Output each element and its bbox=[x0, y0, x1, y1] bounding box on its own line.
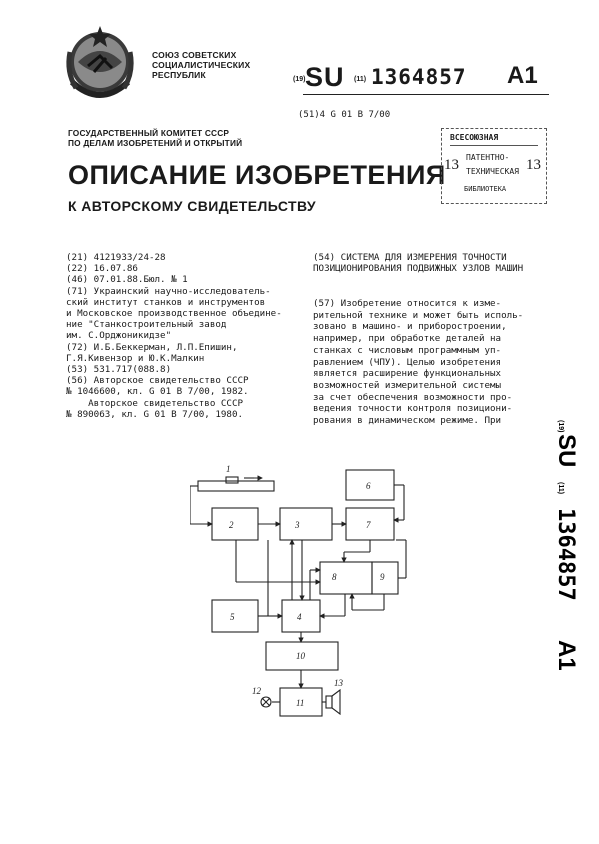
vertical-inid-11: (11) bbox=[557, 482, 564, 495]
stamp-line: ТЕХНИЧЕСКАЯ bbox=[466, 167, 519, 176]
label-10: 10 bbox=[296, 651, 305, 661]
kind-code: A1 bbox=[507, 62, 538, 89]
country-line: РЕСПУБЛИК bbox=[152, 70, 206, 80]
stamp-line: ПАТЕНТНО- bbox=[466, 153, 510, 162]
vertical-inid-19: (19) bbox=[557, 420, 564, 433]
committee-name bbox=[68, 128, 242, 148]
biblio-line: (72) И.Б.Беккерман, Л.П.Епишин, bbox=[66, 341, 238, 353]
abstract-line: например, при обработке деталей на bbox=[313, 333, 502, 345]
country-code: SU bbox=[305, 62, 345, 92]
biblio-line: (71) Украинский научно-исследователь- bbox=[66, 285, 271, 297]
vertical-kind-code: A1 bbox=[553, 640, 580, 671]
block-3 bbox=[280, 508, 332, 540]
stamp-number-left: 13 bbox=[444, 157, 459, 173]
library-stamp bbox=[441, 128, 547, 204]
biblio-line: (21) 4121933/24-28 bbox=[66, 252, 166, 263]
inid-19: (19) bbox=[293, 76, 306, 83]
label-1: 1 bbox=[226, 464, 231, 474]
block-5 bbox=[212, 600, 258, 632]
abstract-line: за счет обеспечения возможности про- bbox=[313, 391, 513, 403]
label-11: 11 bbox=[296, 698, 305, 708]
label-7: 7 bbox=[366, 520, 371, 530]
country-line: СОЮЗ СОВЕТСКИХ bbox=[152, 50, 237, 60]
speaker-icon bbox=[326, 696, 332, 708]
biblio-line: (22) 16.07.86 bbox=[66, 263, 138, 275]
patent-number: 1364857 bbox=[371, 65, 467, 89]
label-2: 2 bbox=[229, 520, 234, 530]
ussr-emblem-icon bbox=[58, 22, 142, 106]
biblio-line: им. С.Орджоникидзе" bbox=[66, 330, 172, 342]
biblio-line: ние "Станкостроительный завод bbox=[66, 319, 227, 331]
stamp-rule bbox=[450, 145, 538, 146]
biblio-line: ский институт станков и инструментов bbox=[66, 296, 266, 308]
ipc-classification: (51)4 G 01 B 7/00 bbox=[298, 110, 391, 120]
abstract-line: рительной технике и может быть исполь- bbox=[313, 309, 524, 321]
label-13: 13 bbox=[334, 678, 343, 688]
biblio-line: (56) Авторское свидетельство СССР bbox=[66, 375, 249, 387]
abstract-line: является расширение функциональных bbox=[313, 368, 502, 380]
abstract-text bbox=[313, 298, 549, 427]
label-3: 3 bbox=[295, 520, 300, 530]
abstract-line: зовано в машино- и приборостроении, bbox=[313, 321, 507, 333]
label-9: 9 bbox=[380, 572, 385, 582]
biblio-line: и Московское производственное объедине- bbox=[66, 308, 282, 320]
header-rule bbox=[303, 94, 549, 95]
biblio-line: (53) 531.717(088.8) bbox=[66, 364, 172, 376]
abstract-line: (57) Изобретение относится к изме- bbox=[313, 298, 502, 309]
biblio-line: Авторское свидетельство СССР bbox=[66, 397, 244, 409]
block-diagram bbox=[190, 460, 410, 720]
abstract-line: станках с числовым программным уп- bbox=[313, 344, 502, 356]
scale-carriage bbox=[226, 477, 238, 483]
block-9 bbox=[372, 562, 398, 594]
abstract-line: возможностей измерительной системы bbox=[313, 379, 502, 391]
label-4: 4 bbox=[297, 612, 302, 622]
block-8 bbox=[320, 562, 372, 594]
bibliographic-data bbox=[66, 252, 301, 420]
country-name bbox=[152, 50, 250, 80]
label-5: 5 bbox=[230, 612, 235, 622]
country-line: СОЦИАЛИСТИЧЕСКИХ bbox=[152, 60, 251, 70]
committee-line: ГОСУДАРСТВЕННЫЙ КОМИТЕТ СССР bbox=[68, 128, 230, 138]
invention-title: (54) СИСТЕМА ДЛЯ ИЗМЕРЕНИЯ ТОЧНОСТИ ПОЗИЦИОНИРОВАНИЯ ПОДВИЖНЫХ УЗЛОВ МАШИН bbox=[313, 252, 524, 275]
label-6: 6 bbox=[366, 481, 371, 491]
label-12: 12 bbox=[252, 686, 261, 696]
biblio-line: № 1046600, кл. G 01 B 7/00, 1982. bbox=[66, 386, 249, 398]
vertical-patent-num: 1364857 bbox=[553, 508, 578, 601]
vertical-country-code: SU bbox=[553, 434, 580, 468]
document-subtitle: К АВТОРСКОМУ СВИДЕТЕЛЬСТВУ bbox=[68, 198, 317, 214]
vertical-patent-number bbox=[543, 420, 583, 690]
committee-line: ПО ДЕЛАМ ИЗОБРЕТЕНИЙ И ОТКРЫТИЙ bbox=[68, 138, 243, 148]
inid-11: (11) bbox=[354, 76, 367, 83]
abstract-line: равлением (ЧПУ). Целью изобретения bbox=[313, 356, 502, 368]
abstract-line: рования в динамическом режиме. При bbox=[313, 415, 502, 427]
label-8: 8 bbox=[332, 572, 337, 582]
document-title: ОПИСАНИЕ ИЗОБРЕТЕНИЯ bbox=[68, 160, 446, 190]
biblio-line: (46) 07.01.88.Бюл. № 1 bbox=[66, 274, 188, 286]
stamp-line: БИБЛИОТЕКА bbox=[464, 185, 507, 193]
biblio-line: Г.Я.Кивензор и Ю.К.Малкин bbox=[66, 352, 205, 364]
stamp-number-right: 13 bbox=[526, 157, 541, 173]
stamp-line: ВСЕСОЮЗНАЯ bbox=[450, 133, 499, 142]
biblio-line: № 890063, кл. G 01 B 7/00, 1980. bbox=[66, 408, 244, 420]
block-2 bbox=[212, 508, 258, 540]
abstract-line: ведения точности контроля позициони- bbox=[313, 403, 513, 415]
